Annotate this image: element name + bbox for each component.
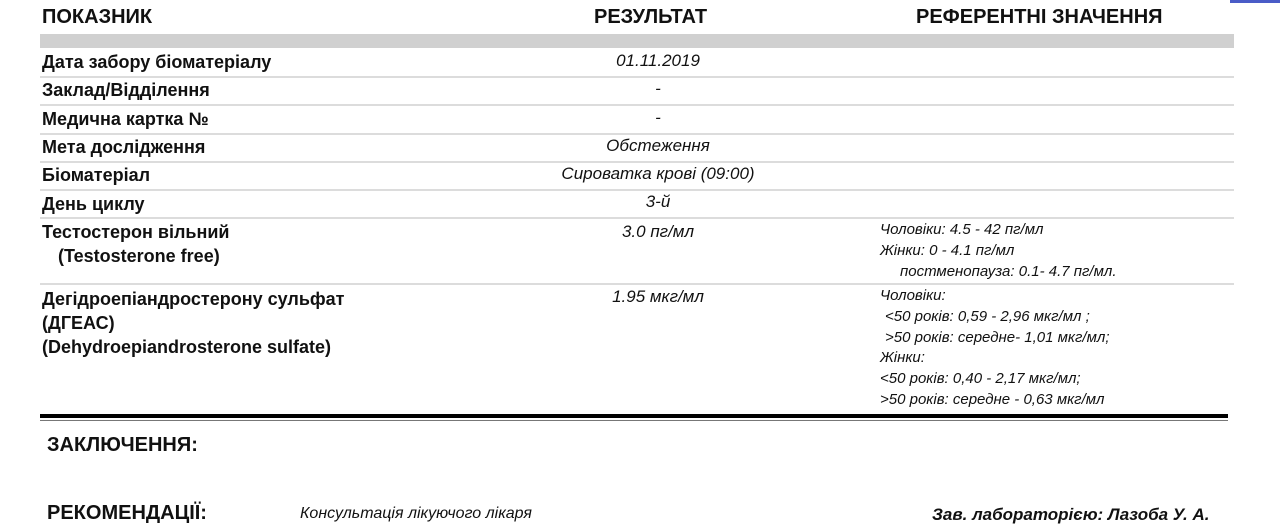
testosterone-value: 3.0 пг/мл bbox=[621, 222, 695, 241]
row-label-biomaterial: Біоматеріал bbox=[42, 165, 151, 185]
row-label-medical-card: Медична картка № bbox=[42, 109, 209, 129]
column-header-result: РЕЗУЛЬТАТ bbox=[594, 6, 708, 28]
row-value-collection-date: 01.11.2019 bbox=[616, 51, 700, 70]
recommendations-label: РЕКОМЕНДАЦІЇ: bbox=[47, 502, 207, 524]
row-divider bbox=[40, 217, 1234, 219]
dheas-ref-line: >50 років: середне - 0,63 мкг/мл bbox=[880, 391, 1105, 408]
testosterone-label: Тестостерон вільний bbox=[42, 222, 230, 242]
column-header-reference: РЕФЕРЕНТНІ ЗНАЧЕННЯ bbox=[916, 6, 1163, 28]
testosterone-ref-line: постменопауза: 0.1- 4.7 пг/мл. bbox=[900, 263, 1117, 280]
row-divider bbox=[40, 189, 1234, 191]
row-label-institution: Заклад/Відділення bbox=[42, 80, 210, 100]
row-label-collection-date: Дата забору біоматеріалу bbox=[42, 52, 272, 72]
row-value-biomaterial: Сироватка крові (09:00) bbox=[561, 164, 755, 183]
dheas-ref-line: >50 років: середне- 1,01 мкг/мл; bbox=[885, 329, 1110, 346]
conclusion-label: ЗАКЛЮЧЕННЯ: bbox=[47, 434, 198, 456]
dheas-ref-line: <50 років: 0,59 - 2,96 мкг/мл ; bbox=[885, 308, 1090, 325]
dheas-value: 1.95 мкг/мл bbox=[612, 287, 704, 306]
row-label-purpose: Мета дослідження bbox=[42, 137, 206, 157]
row-label-cycle-day: День циклу bbox=[42, 194, 145, 214]
row-divider bbox=[40, 104, 1234, 106]
column-header-indicator: ПОКАЗНИК bbox=[42, 6, 153, 28]
recommendations-text: Консультація лікуючого лікаря bbox=[300, 505, 532, 522]
testosterone-ref-line: Жінки: 0 - 4.1 пг/мл bbox=[880, 242, 1015, 259]
row-divider bbox=[40, 76, 1234, 78]
dheas-label-abbr: (ДГЕАС) bbox=[42, 313, 115, 333]
row-divider bbox=[40, 133, 1234, 135]
dheas-label: Дегідроепіандростерону сульфат bbox=[42, 289, 345, 309]
lab-head-signature: Зав. лабораторією: Лазоба У. А. bbox=[932, 505, 1210, 524]
row-value-institution: - bbox=[655, 79, 661, 98]
dheas-ref-line: Жінки: bbox=[880, 349, 925, 366]
row-divider bbox=[40, 283, 1234, 285]
dheas-label-en: (Dehydroepiandrosterone sulfate) bbox=[42, 337, 332, 357]
testosterone-ref-line: Чоловіки: 4.5 - 42 пг/мл bbox=[880, 221, 1044, 238]
dheas-ref-line: Чоловіки: bbox=[880, 287, 946, 304]
header-divider bbox=[40, 34, 1234, 48]
table-bottom-rule bbox=[40, 414, 1228, 418]
row-value-purpose: Обстеження bbox=[606, 136, 710, 155]
row-value-cycle-day: 3-й bbox=[645, 192, 671, 211]
row-value-medical-card: - bbox=[655, 108, 661, 127]
table-bottom-rule-thin bbox=[40, 420, 1228, 421]
dheas-ref-line: <50 років: 0,40 - 2,17 мкг/мл; bbox=[880, 370, 1081, 387]
row-divider bbox=[40, 161, 1234, 163]
top-accent-bar bbox=[1230, 0, 1280, 3]
testosterone-label-en: (Testosterone free) bbox=[58, 246, 220, 266]
